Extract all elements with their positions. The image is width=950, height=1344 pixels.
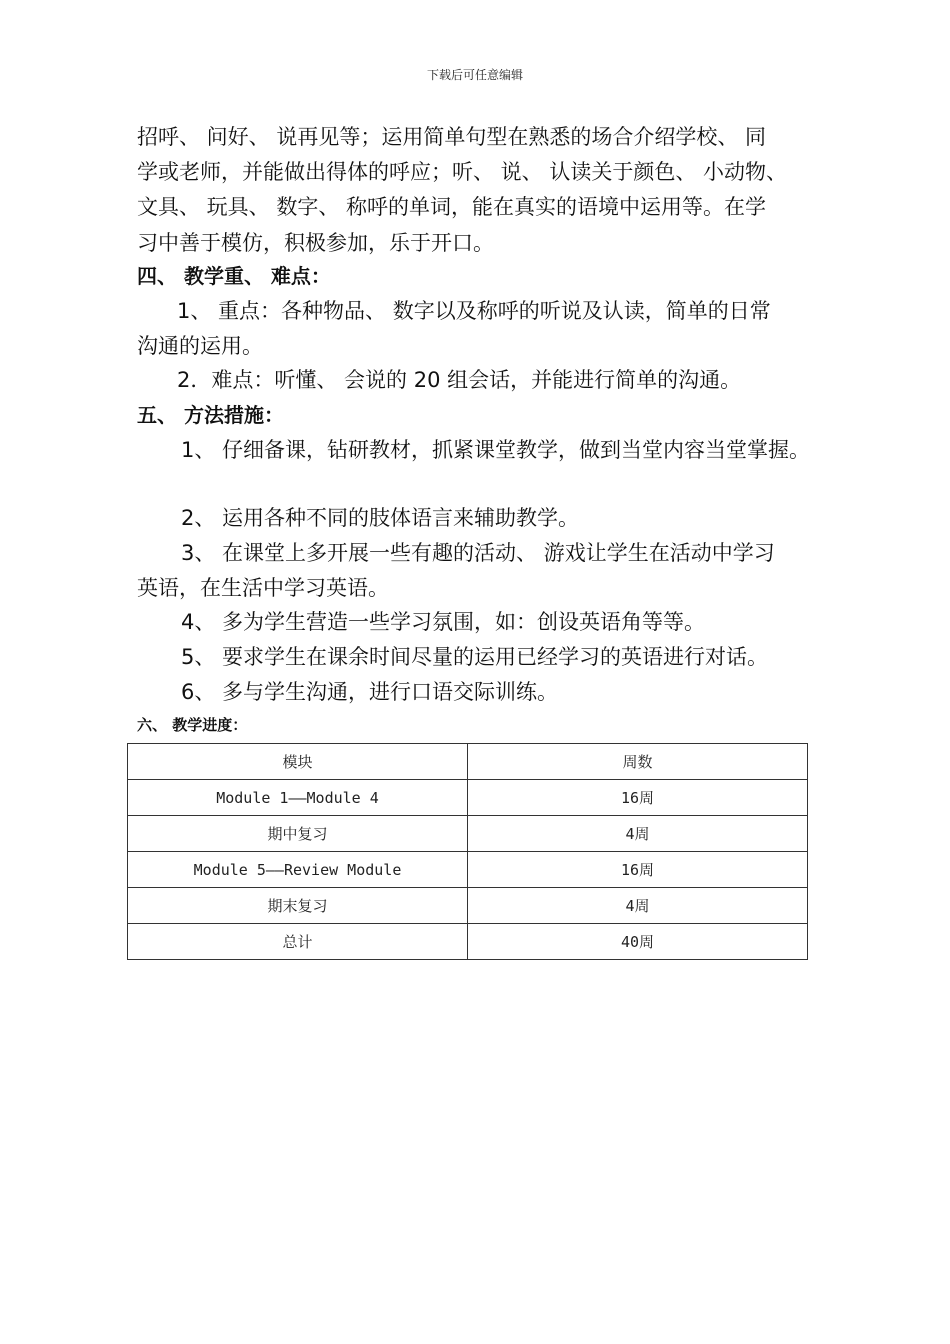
table-cell: 4周 (468, 888, 808, 924)
section-heading: 五、 方法措施： (137, 403, 284, 427)
list-item: 4、 多为学生营造一些学习氛围，如：创设英语角等等。 (181, 610, 706, 634)
table-row (128, 780, 808, 816)
table-cell: 4周 (468, 816, 808, 852)
list-item: 3、 在课堂上多开展一些有趣的活动、 游戏让学生在活动中学习 (181, 541, 775, 565)
list-item: 沟通的运用。 (137, 334, 263, 358)
table-cell: Module 1——Module 4 (128, 780, 468, 816)
table-header-cell: 周数 (468, 744, 808, 780)
paragraph-line: 习中善于模仿，积极参加，乐于开口。 (137, 231, 494, 255)
table-row (128, 924, 808, 960)
list-item: 2、 运用各种不同的肢体语言来辅助教学。 (181, 506, 580, 530)
list-item: 英语，在生活中学习英语。 (137, 576, 389, 600)
table-cell: 期中复习 (128, 816, 468, 852)
table-cell: 总计 (128, 924, 468, 960)
table-header-row (128, 744, 808, 780)
section-heading: 四、 教学重、 难点： (137, 264, 331, 288)
table-row (128, 888, 808, 924)
paragraph-line: 文具、 玩具、 数字、 称呼的单词，能在真实的语境中运用等。在学 (137, 195, 767, 219)
paragraph-line: 招呼、 问好、 说再见等；运用简单句型在熟悉的场合介绍学校、 同 (137, 125, 767, 149)
section-heading: 六、 教学进度： (137, 716, 248, 734)
table-header-cell: 模块 (128, 744, 468, 780)
list-item: 1、 重点：各种物品、 数字以及称呼的听说及认读，简单的日常 (177, 299, 771, 323)
list-item: 6、 多与学生沟通，进行口语交际训练。 (181, 680, 559, 704)
page-header: 下载后可任意编辑 (426, 68, 523, 82)
table-cell: 16周 (468, 852, 808, 888)
list-item: 1、 仔细备课，钻研教材，抓紧课堂教学，做到当堂内容当堂掌握。 (181, 438, 811, 462)
table-row (128, 852, 808, 888)
paragraph-line: 学或老师，并能做出得体的呼应；听、 说、 认读关于颜色、 小动物、 (137, 160, 788, 184)
table-row (128, 816, 808, 852)
table-cell: 期末复习 (128, 888, 468, 924)
table-cell: 40周 (468, 924, 808, 960)
schedule-table (127, 743, 808, 960)
list-item: 2．难点：听懂、 会说的 20 组会话，并能进行简单的沟通。 (177, 368, 742, 392)
list-item: 5、 要求学生在课余时间尽量的运用已经学习的英语进行对话。 (181, 645, 769, 669)
table-cell: Module 5——Review Module (128, 852, 468, 888)
table-cell: 16周 (468, 780, 808, 816)
